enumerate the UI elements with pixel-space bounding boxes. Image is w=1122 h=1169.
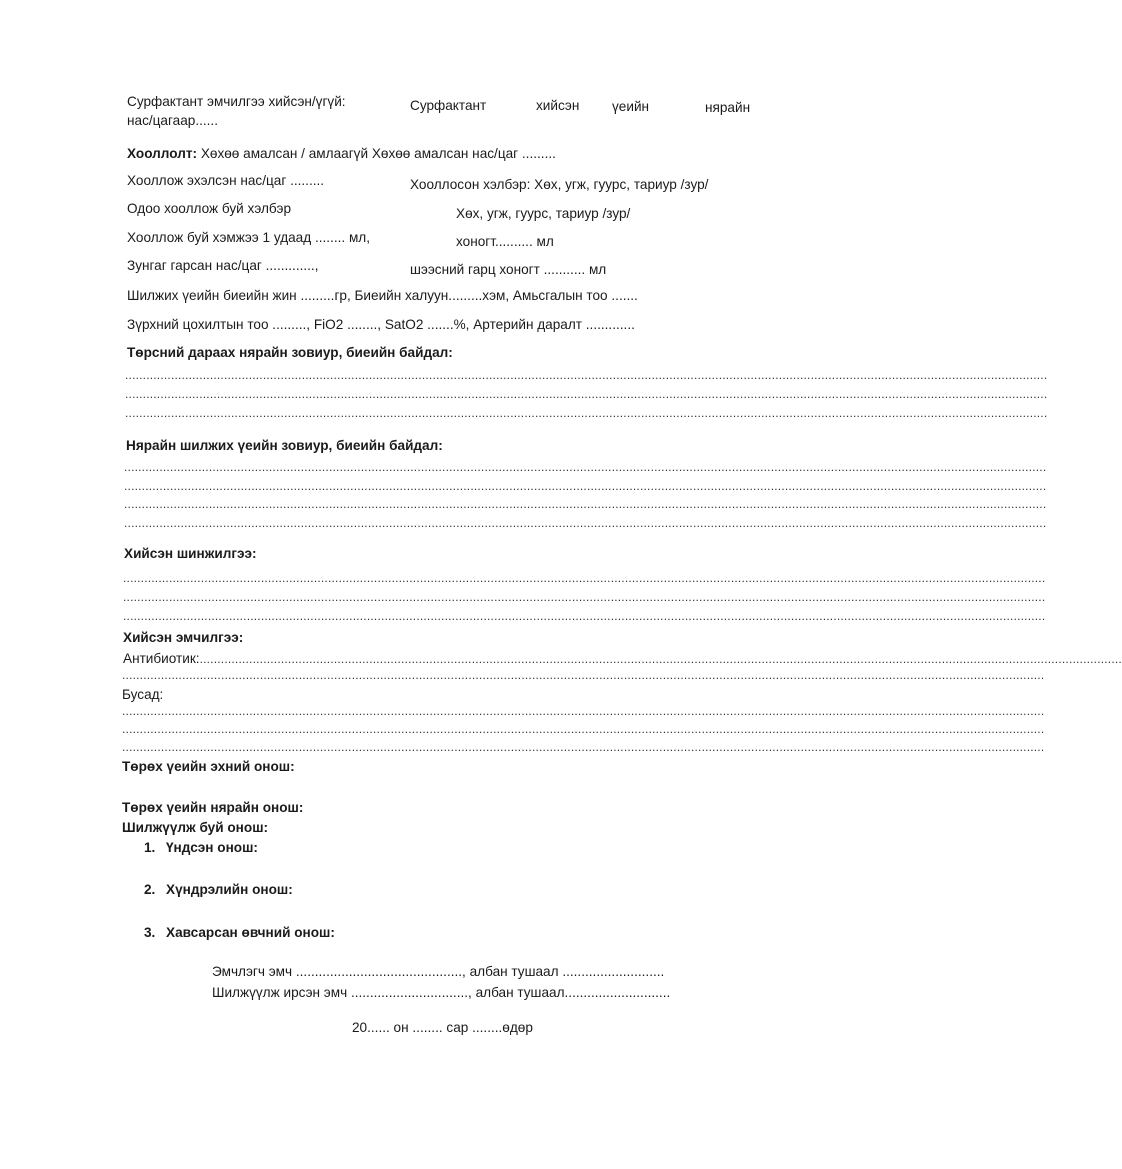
dotted-line: ..................................................................................................................................................................................................................................................................... — [122, 704, 1045, 718]
diagnosis-label: Хүндрэлийн онош: — [166, 882, 293, 897]
dotted-line: ..................................................................................................................................................................................................................................................................... — [124, 497, 1047, 511]
diagnosis-number: 1. — [144, 840, 156, 855]
feeding-breastfed: Хөхөө амалсан / амлаагүй Хөхөө амалсан нас/цаг ......... — [197, 146, 556, 161]
vitals-row-2: Зүрхний цохилтын тоо ........., FiO2 ........, SatO2 .......%, Артерийн даралт ............. — [127, 317, 635, 332]
current-feeding-method: Одоо хооллож буй хэлбэр — [127, 201, 292, 216]
diagnosis-number: 2. — [144, 882, 156, 897]
surfactant-label: Сурфактант эмчилгээ хийсэн/үгүй: — [127, 94, 346, 109]
diagnosis-item-main — [144, 840, 258, 856]
diagnosis-label: Үндсэн онош: — [166, 840, 258, 855]
treatment-heading: Хийсэн эмчилгээ: — [123, 630, 244, 645]
dotted-line: ..................................................................................................................................................................................................................................................................... — [122, 722, 1045, 736]
diagnosis-number: 3. — [144, 925, 156, 940]
surfactant-word: нярайн — [705, 100, 751, 115]
feeding-start-age: Хооллож эхэлсэн нас/цаг ......... — [127, 173, 325, 188]
dotted-line: ..................................................................................................................................................................................................................................................................... — [199, 652, 1122, 666]
dotted-line: ..................................................................................................................................................................................................................................................................... — [124, 460, 1047, 474]
dotted-line: ..................................................................................................................................................................................................................................................................... — [125, 406, 1048, 420]
diagnosis-item-complication — [144, 882, 293, 898]
feeding-daily: хоногт.......... мл — [456, 234, 554, 249]
dotted-line: ..................................................................................................................................................................................................................................................................... — [123, 590, 1046, 604]
antibiotic-row — [123, 650, 1122, 666]
surfactant-word: үеийн — [612, 99, 650, 114]
transfer-state-heading: Нярайн шилжих үеийн зовиур, биеийн байдал: — [126, 438, 443, 453]
feeding-volume: Хооллож буй хэмжээ 1 удаад ........ мл, — [127, 230, 370, 245]
dotted-line: ..................................................................................................................................................................................................................................................................... — [123, 571, 1046, 585]
diagnosis-item-comorbid — [144, 925, 335, 941]
after-birth-heading: Төрсний дараах нярайн зовиур, биеийн байдал: — [127, 345, 453, 360]
antibiotic-label: Антибиотик: — [123, 651, 200, 666]
dotted-line: ..................................................................................................................................................................................................................................................................... — [123, 609, 1046, 623]
feeding-heading: Хооллолт: — [127, 146, 198, 161]
surfactant-word: Сурфактант — [410, 98, 487, 113]
current-feeding-options: Хөх, угж, гуурс, тариур /зур/ — [456, 206, 631, 221]
dotted-line: ..................................................................................................................................................................................................................................................................... — [125, 368, 1048, 382]
dotted-line: ..................................................................................................................................................................................................................................................................... — [122, 740, 1045, 754]
surfactant-word: хийсэн — [536, 98, 580, 113]
attending-doctor-signature: Эмчлэгч эмч ............................................, албан тушаал ........................... — [212, 964, 665, 979]
vitals-row-1: Шилжих үеийн биеийн жин .........гр, Биеийн халуун.........хэм, Амьсгалын тоо ....... — [127, 288, 638, 303]
dotted-line: ..................................................................................................................................................................................................................................................................... — [124, 479, 1047, 493]
date-line: 20...... он ........ сар ........өдөр — [352, 1020, 533, 1035]
tests-heading: Хийсэн шинжилгээ: — [124, 546, 257, 561]
dotted-line: ..................................................................................................................................................................................................................................................................... — [122, 668, 1045, 682]
birth-newborn-diagnosis: Төрөх үеийн нярайн онош: — [122, 800, 304, 815]
meconium-age: Зунгаг гарсан нас/цаг ............., — [127, 258, 319, 273]
dotted-line: ..................................................................................................................................................................................................................................................................... — [125, 387, 1048, 401]
feeding-row — [127, 146, 556, 162]
other-label: Бусад: — [122, 687, 164, 702]
diagnosis-label: Хавсарсан өвчний онош: — [166, 925, 335, 940]
transferring-doctor-signature: Шилжүүлж ирсэн эмч ..............................., албан тушаал............................ — [212, 985, 671, 1000]
feeding-method: Хооллосон хэлбэр: Хөх, угж, гуурс, тариур /зур/ — [410, 177, 709, 192]
transfer-diagnosis: Шилжүүлж буй онош: — [122, 820, 269, 835]
urine-output: шээсний гарц хоногт ........... мл — [410, 262, 607, 277]
surfactant-age: нас/цагаар...... — [127, 113, 218, 128]
birth-initial-diagnosis: Төрөх үеийн эхний онош: — [122, 759, 295, 774]
dotted-line: ..................................................................................................................................................................................................................................................................... — [124, 516, 1047, 530]
